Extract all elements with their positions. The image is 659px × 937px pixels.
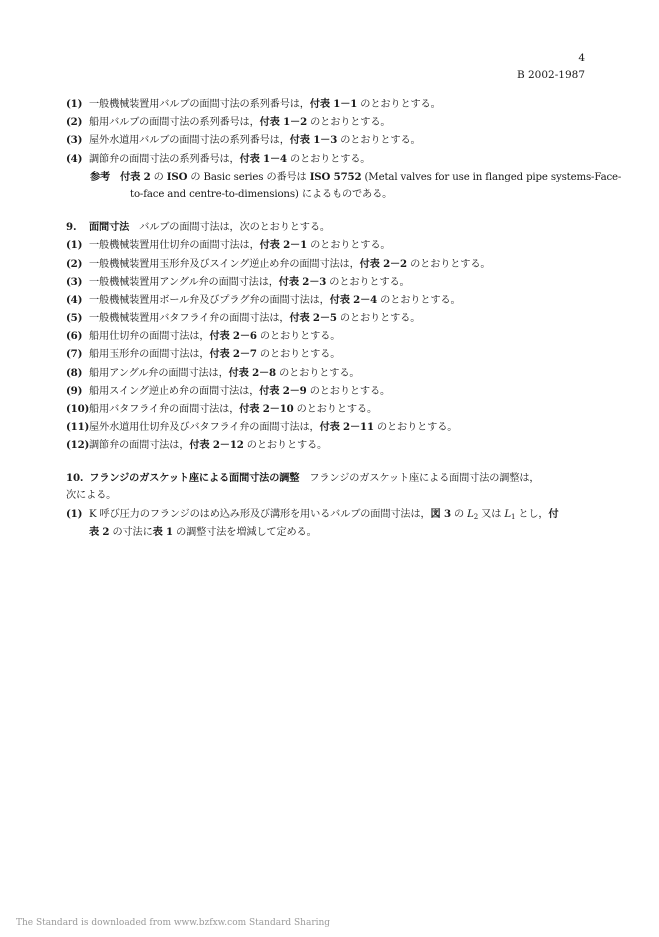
page-number: 4	[578, 52, 585, 64]
list-item: (1) 一般機械装置用仕切弁の面間寸法は，付表 2－1 のとおりとする。	[66, 239, 391, 252]
section-10	[66, 469, 593, 542]
list-item: (3) 一般機械装置用アングル弁の面間寸法は，付表 2－3 のとおりとする。	[66, 275, 410, 288]
reference-note: 参考 付表 2 の ISO の Basic series の番号は ISO 5752 (Metal valves for use in flanged pipe systems-Face- to-face and centre-to-dimensions) によるものである。	[90, 170, 622, 200]
list-item: (2) 一般機械装置用玉形弁及びスイング逆止め弁の面間寸法は，付表 2－2 のとおりとする。	[66, 257, 491, 270]
list-item: (1) 一般機械装置用バルブの面間寸法の系列番号は，付表 1－1 のとおりとする。	[66, 98, 441, 110]
list-item: (1) K 呼び圧力のフランジのはめ込み形及び溝形を用いるバルブの面間寸法は，図 3 の $L_2$ 又は $L_1$ とし，付	[66, 507, 559, 521]
list-item: (3) 屋外水道用バルブの面間寸法の系列番号は，付表 1－3 のとおりとする。	[66, 134, 421, 147]
list-item: (10)船用バタフライ弁の面間寸法は，付表 2－10 のとおりとする。	[66, 403, 377, 415]
list-item: (5) 一般機械装置用バタフライ弁の面間寸法は，付表 2－5 のとおりとする。	[66, 312, 421, 325]
section-9	[66, 218, 593, 454]
list-item: (9) 船用スイング逆止め弁の面間寸法は，付表 2－9 のとおりとする。	[66, 384, 391, 397]
list-item: (6) 船用仕切弁の面間寸法は，付表 2－6 のとおりとする。	[66, 330, 341, 343]
standard-code: B 2002-1987	[516, 69, 585, 81]
download-footer: The Standard is downloaded from www.bzfxw.com Standard Sharing	[16, 918, 331, 928]
list-item: (12)調節弁の面間寸法は，付表 2－12 のとおりとする。	[66, 439, 328, 452]
list-item: (7) 船用玉形弁の面間寸法は，付表 2－7 のとおりとする。	[66, 348, 341, 361]
note-label: 参考	[90, 170, 111, 183]
list-item: (8) 船用アングル弁の面間寸法は，付表 2－8 のとおりとする。	[66, 366, 360, 379]
series-number-list	[66, 95, 593, 168]
section-heading: 10. フランジのガスケット座による面間寸法の調整 フランジのガスケット座による面間寸法の調整は，	[66, 471, 540, 484]
list-item: (4) 調節弁の面間寸法の系列番号は，付表 1－4 のとおりとする。	[66, 152, 371, 165]
list-item: (4) 一般機械装置用ボール弁及びプラグ弁の面間寸法は，付表 2－4 のとおりとする。	[66, 293, 461, 306]
list-item: (2) 船用バルブの面間寸法の系列番号は，付表 1－2 のとおりとする。	[66, 116, 391, 129]
list-item-continuation: 表 2 の寸法に表 1 の調整寸法を増減して定める。	[89, 526, 317, 539]
document-body	[66, 95, 622, 541]
list-item: (11)屋外水道用仕切弁及びバタフライ弁の面間寸法は，付表 2－11 のとおりとする。	[66, 421, 458, 434]
paragraph-continuation: 次による。	[66, 489, 117, 501]
section-heading: 9. 面間寸法 バルブの面間寸法は，次のとおりとする。	[66, 221, 330, 234]
